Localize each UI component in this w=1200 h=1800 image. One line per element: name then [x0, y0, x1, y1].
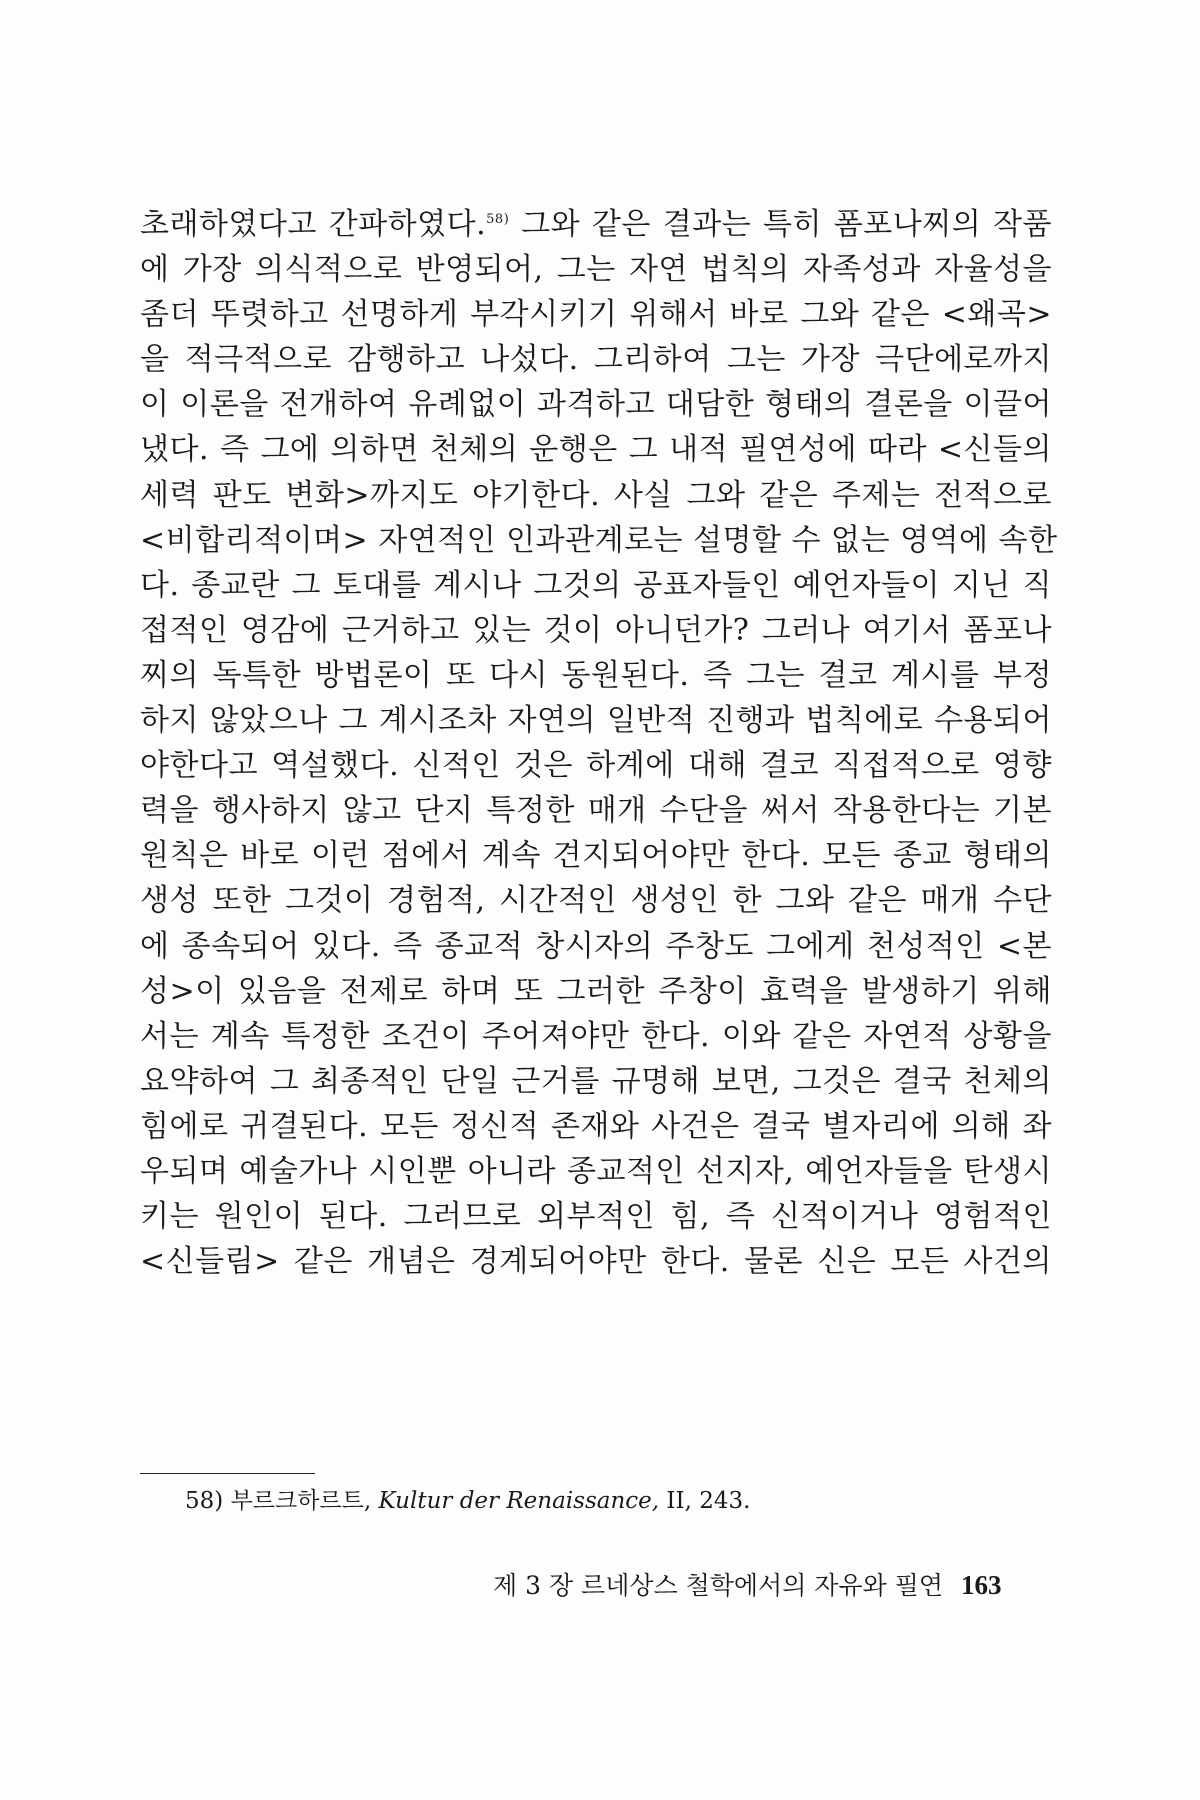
running-title: 제 3 장 르네상스 철학에서의 자유와 필연	[493, 1571, 943, 1600]
text-line: 하지 않았으나 그 계시조차 자연의 일반적 진행과 법칙에로 수용되어	[140, 703, 1052, 739]
text-line: <신들림> 같은 개념은 경계되어야만 한다. 물론 신은 모든 사건의	[140, 1244, 1052, 1280]
text-line: 접적인 영감에 근거하고 있는 것이 아니던가? 그러나 여기서 폼포나	[140, 612, 1052, 648]
text-line: 찌의 독특한 방법론이 또 다시 동원된다. 즉 그는 결코 계시를 부정	[140, 657, 1052, 693]
text-line-tail: 그와 같은 결과는 특히 폼포나찌의 작품	[509, 207, 1052, 242]
text-line: 요약하여 그 최종적인 단일 근거를 규명해 보면, 그것은 결국 천체의	[140, 1063, 1052, 1099]
footnote-title: Kultur der Renaissance,	[378, 1488, 660, 1514]
text-line: 우되며 예술가나 시인뿐 아니라 종교적인 선지자, 예언자들을 탄생시	[140, 1153, 1052, 1189]
body-text	[140, 202, 1058, 1284]
text-line: 야한다고 역설했다. 신적인 것은 하계에 대해 결코 직접적으로 영향	[140, 748, 1052, 784]
text-line: 생성 또한 그것이 경험적, 시간적인 생성인 한 그와 같은 매개 수단	[140, 883, 1052, 919]
text-line: 을 적극적으로 감행하고 나섰다. 그리하여 그는 가장 극단에로까지	[140, 342, 1052, 378]
text-line: <비합리적이며> 자연적인 인과관계로는 설명할 수 없는 영역에 속한	[140, 522, 1058, 558]
text-line: 세력 판도 변화>까지도 야기한다. 사실 그와 같은 주제는 전적으로	[140, 477, 1052, 513]
text-line: 다. 종교란 그 토대를 계시나 그것의 공표자들인 예언자들이 지닌 직	[140, 567, 1052, 603]
footnote-pages: II, 243.	[666, 1488, 751, 1514]
footnote-number: 58)	[185, 1488, 224, 1514]
footnote-reference: 58)	[486, 212, 510, 227]
running-footer	[493, 1568, 1001, 1603]
footnote	[185, 1486, 750, 1516]
text-line: 냈다. 즉 그에 의하면 천체의 운행은 그 내적 필연성에 따라 <신들의	[140, 432, 1052, 468]
footnote-author: 부르크하르트,	[230, 1488, 372, 1514]
text-line-head: 초래하였다고 간파하였다.	[140, 207, 487, 242]
text-line: 좀더 뚜렷하고 선명하게 부각시키기 위해서 바로 그와 같은 <왜곡>	[140, 297, 1052, 333]
text-line: 에 종속되어 있다. 즉 종교적 창시자의 주창도 그에게 천성적인 <본	[140, 928, 1052, 964]
text-line: 이 이론을 전개하여 유례없이 과격하고 대담한 형태의 결론을 이끌어	[140, 387, 1052, 423]
text-line	[140, 202, 1052, 247]
text-line: 힘에로 귀결된다. 모든 정신적 존재와 사건은 결국 별자리에 의해 좌	[140, 1108, 1052, 1144]
footnote-divider	[140, 1473, 315, 1474]
text-line: 성>이 있음을 전제로 하며 또 그러한 주창이 효력을 발생하기 위해	[140, 973, 1052, 1009]
text-line: 키는 원인이 된다. 그러므로 외부적인 힘, 즉 신적이거나 영험적인	[140, 1199, 1052, 1235]
text-line: 력을 행사하지 않고 단지 특정한 매개 수단을 써서 작용한다는 기본	[140, 793, 1052, 829]
page-number: 163	[960, 1570, 1002, 1600]
text-line: 에 가장 의식적으로 반영되어, 그는 자연 법칙의 자족성과 자율성을	[140, 252, 1052, 288]
text-line: 서는 계속 특정한 조건이 주어져야만 한다. 이와 같은 자연적 상황을	[140, 1018, 1052, 1054]
text-line: 원칙은 바로 이런 점에서 계속 견지되어야만 한다. 모든 종교 형태의	[140, 838, 1052, 874]
